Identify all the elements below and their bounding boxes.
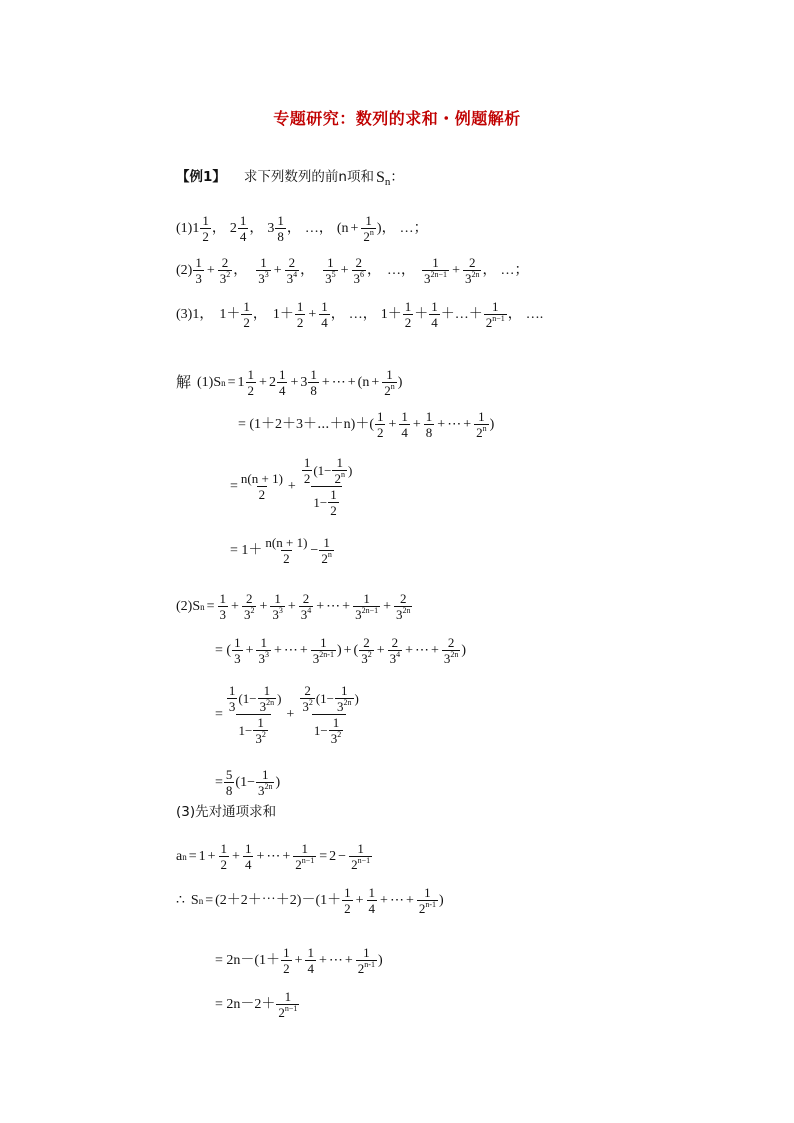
solution-1-line-3: = $\frac{n(n + 1)}{2}$ + $\frac{1}{2}$ (1− $\frac{1}{2^n}$ ) 1− $\frac{1}{2}$ <box>230 455 353 518</box>
example-colon: ： <box>390 169 404 186</box>
example-tag: 【例1】 <box>176 169 226 186</box>
document-title: 专题研究：数列的求和・例题解析 <box>273 109 521 128</box>
sequence-3: (3)1， 1＋ $\frac{1}{2}$ ， 1＋ $\frac{1}{2}$ + $\frac{1}{4}$ ， …， 1＋ $\frac{1}{2}$ ＋ $\frac{1}{4}$ ＋…＋ $\frac{1}{2^{n-1}}$ ， …. <box>176 299 544 330</box>
example-header <box>176 170 404 186</box>
solution-2-line-4: = $\frac{5}{8}$ (1− $\frac{1}{3^{2n}}$ ) <box>215 767 281 798</box>
sn-symbol: $S_n$ <box>375 169 391 188</box>
sequence-2: (2) $\frac{1}{3}$ + $\frac{2}{3^2}$ ， $\frac{1}{3^3}$ + $\frac{2}{3^4}$ ， $\frac{1}{3^5}$ + $\frac{2}{3^6}$ ， …， $\frac{1}{3^{2n-1}}$ + $\frac{2}{3^{2n}}$ ， …； <box>176 255 529 286</box>
solution-2-line-3: = $\frac{1}{3}$ (1− $\frac{1}{3^{2n}}$ ) 1− $\frac{1}{3^2}$ + $\frac{2}{3^2}$ (1− $\frac{1}{3^{2n}}$ ) 1− $\frac{1}{3^2}$ <box>215 683 359 746</box>
solution-1-line-4: = 1＋ $\frac{n(n + 1)}{2}$ − $\frac{1}{2^n}$ <box>230 535 332 566</box>
solution-3-intro <box>176 806 276 820</box>
therefore-symbol: ∴ <box>176 892 185 908</box>
solution-1-line-2: = (1＋2＋3＋⋯＋n)＋( $\frac{1}{2}$ + $\frac{1}{4}$ + $\frac{1}{8}$ + ⋯ + $\frac{1}{2^n}$ ) <box>238 409 495 440</box>
example-prompt: 求下列数列的前n项和 <box>243 169 374 186</box>
solution-1-line-1: 解 (1)S n = 1 $\frac{1}{2}$ + 2 $\frac{1}{4}$ + 3 $\frac{1}{8}$ + ⋯ + (n + $\frac{1}{2^n}$ ) <box>176 367 403 398</box>
solution-2-line-1: (2)S n = $\frac{1}{3}$ + $\frac{2}{3^2}$ + $\frac{1}{3^3}$ + $\frac{2}{3^4}$ + ⋯ + $\frac{1}{3^{2n-1}}$ + $\frac{2}{3^{2n}}$ <box>176 591 411 622</box>
solution-3-line-3: = 2n－(1＋ $\frac{1}{2}$ + $\frac{1}{4}$ + ⋯ + $\frac{1}{2^{n-1}}$ ) <box>215 945 383 976</box>
solution-2-line-2: = ( $\frac{1}{3}$ + $\frac{1}{3^3}$ + ⋯ + $\frac{1}{3^{2n-1}}$ ) + ( $\frac{2}{3^2}$ + $\frac{2}{3^4}$ + ⋯ + $\frac{2}{3^{2n}}$ ) <box>215 635 467 666</box>
solution-3-line-2: ∴ S n = (2＋2＋⋯＋2)－(1＋ $\frac{1}{2}$ + $\frac{1}{4}$ + ⋯ + $\frac{1}{2^{n-1}}$ ) <box>176 885 444 916</box>
solution-3-line-1: a n = 1 + $\frac{1}{2}$ + $\frac{1}{4}$ + ⋯ + $\frac{1}{2^{n-1}}$ = 2 − $\frac{1}{2^{n-1}}$ <box>176 841 371 872</box>
solution-prefix: 解 <box>176 373 192 391</box>
solution-3-line-4: = 2n－2＋ $\frac{1}{2^{n-1}}$ <box>215 989 298 1020</box>
sequence-1: (1)1 $\frac{1}{2}$ ， 2 $\frac{1}{4}$ ， 3 $\frac{1}{8}$ ， …， (n + $\frac{1}{2^n}$ )， …； <box>176 213 428 244</box>
part3-text: (3)先对通项求和 <box>176 804 277 820</box>
